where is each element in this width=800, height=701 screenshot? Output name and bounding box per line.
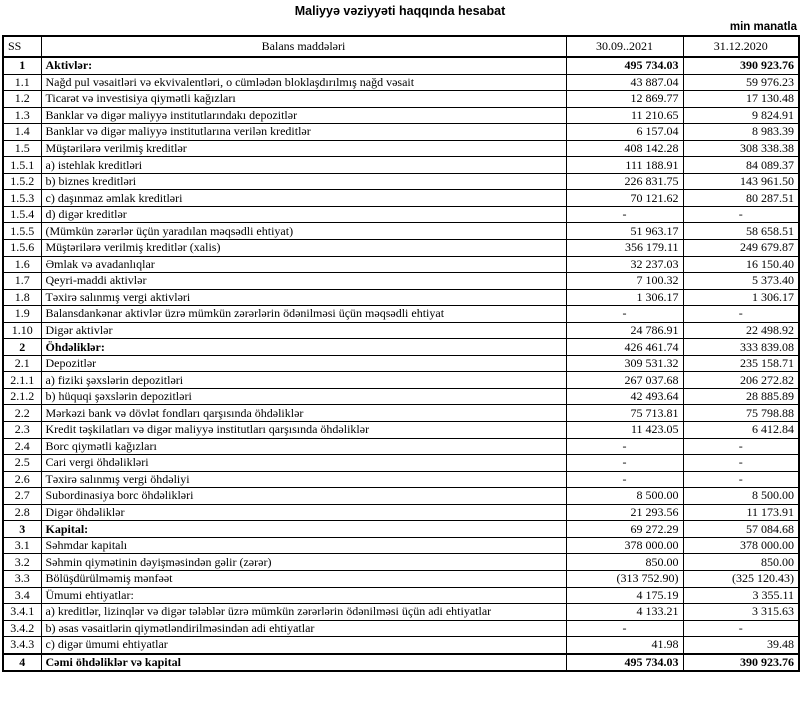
row-value-2021-cell: 6 157.04 [566, 124, 683, 141]
row-number-cell: 3.4 [3, 587, 41, 604]
row-label-cell: Müştərilərə verilmiş kreditlər [41, 140, 566, 157]
row-value-2021-cell: - [566, 471, 683, 488]
row-value-2020-cell: 9 824.91 [683, 107, 799, 124]
header-row [3, 36, 799, 57]
table-row [3, 554, 799, 571]
row-label-cell: Qeyri-maddi aktivlər [41, 273, 566, 290]
row-value-2021-cell: - [566, 620, 683, 637]
table-row [3, 654, 799, 672]
table-row [3, 537, 799, 554]
row-value-2021-cell: 51 963.17 [566, 223, 683, 240]
row-value-2020-cell: 333 839.08 [683, 339, 799, 356]
row-value-2021-cell: 1 306.17 [566, 289, 683, 306]
row-label-cell: Təxirə salınmış vergi aktivləri [41, 289, 566, 306]
row-label-cell: Borc qiymətli kağızları [41, 438, 566, 455]
row-number-cell: 1.5.1 [3, 157, 41, 174]
table-row [3, 604, 799, 621]
row-label-cell: Banklar və digər maliyyə institutlarına verilən kreditlər [41, 124, 566, 141]
row-value-2020-cell: 8 500.00 [683, 488, 799, 505]
row-label-cell: Depozitlər [41, 355, 566, 372]
row-number-cell: 1.8 [3, 289, 41, 306]
row-number-cell: 2.7 [3, 488, 41, 505]
table-row [3, 57, 799, 74]
row-label-cell: Bölüşdürülməmiş mənfəət [41, 570, 566, 587]
row-value-2021-cell: 8 500.00 [566, 488, 683, 505]
table-row [3, 107, 799, 124]
row-value-2021-cell: 426 461.74 [566, 339, 683, 356]
row-label-cell: Öhdəliklər: [41, 339, 566, 356]
row-value-2020-cell: 59 976.23 [683, 74, 799, 91]
row-value-2020-cell: (325 120.43) [683, 570, 799, 587]
row-number-cell: 2.2 [3, 405, 41, 422]
row-label-cell: a) fiziki şəxslərin depozitləri [41, 372, 566, 389]
row-value-2021-cell: 378 000.00 [566, 537, 683, 554]
row-label-cell: c) daşınmaz əmlak kreditləri [41, 190, 566, 207]
row-label-cell: b) biznes kreditləri [41, 173, 566, 190]
row-value-2020-cell: 57 084.68 [683, 521, 799, 538]
row-number-cell: 2.3 [3, 422, 41, 439]
row-value-2021-cell: 69 272.29 [566, 521, 683, 538]
row-value-2020-cell: 6 412.84 [683, 422, 799, 439]
row-number-cell: 2.1.1 [3, 372, 41, 389]
table-row [3, 157, 799, 174]
row-value-2021-cell: 11 423.05 [566, 422, 683, 439]
row-value-2020-cell: 390 923.76 [683, 654, 799, 672]
row-value-2020-cell: 206 272.82 [683, 372, 799, 389]
row-label-cell: Subordinasiya borc öhdəlikləri [41, 488, 566, 505]
row-number-cell: 2.4 [3, 438, 41, 455]
table-row [3, 405, 799, 422]
row-number-cell: 3.1 [3, 537, 41, 554]
row-label-cell: c) digər ümumi ehtiyatlar [41, 637, 566, 654]
row-value-2021-cell: 309 531.32 [566, 355, 683, 372]
table-row [3, 504, 799, 521]
row-number-cell: 3.2 [3, 554, 41, 571]
row-number-cell: 1.5.5 [3, 223, 41, 240]
table-row [3, 173, 799, 190]
row-value-2020-cell: 22 498.92 [683, 322, 799, 339]
table-header [3, 36, 799, 57]
row-label-cell: b) hüquqi şəxslərin depozitləri [41, 388, 566, 405]
table-row [3, 355, 799, 372]
row-number-cell: 1.5.3 [3, 190, 41, 207]
row-number-cell: 2.1.2 [3, 388, 41, 405]
row-number-cell: 1.3 [3, 107, 41, 124]
row-number-cell: 1.5 [3, 140, 41, 157]
row-value-2021-cell: 12 869.77 [566, 91, 683, 108]
row-label-cell: Kredit təşkilatları və digər maliyyə institutları qarşısında öhdəliklər [41, 422, 566, 439]
row-value-2020-cell: 378 000.00 [683, 537, 799, 554]
row-value-2021-cell: 495 734.03 [566, 654, 683, 672]
row-label-cell: Balansdankənar aktivlər üzrə mümkün zərərlərin ödənilməsi üçün məqsədli ehtiyat [41, 306, 566, 323]
table-row [3, 322, 799, 339]
row-number-cell: 2.8 [3, 504, 41, 521]
row-label-cell: Nağd pul vəsaitləri və ekvivalentləri, o cümlədən bloklaşdırılmış nağd vəsait [41, 74, 566, 91]
row-value-2021-cell: 495 734.03 [566, 57, 683, 74]
row-value-2020-cell: - [683, 471, 799, 488]
row-value-2020-cell: 11 173.91 [683, 504, 799, 521]
header-period-2021: 30.09..2021 [566, 36, 683, 57]
row-value-2020-cell: 1 306.17 [683, 289, 799, 306]
row-number-cell: 1.7 [3, 273, 41, 290]
row-value-2021-cell: 75 713.81 [566, 405, 683, 422]
row-value-2021-cell: 70 121.62 [566, 190, 683, 207]
row-value-2020-cell: 3 355.11 [683, 587, 799, 604]
row-value-2021-cell: 267 037.68 [566, 372, 683, 389]
row-value-2020-cell: - [683, 206, 799, 223]
row-label-cell: a) kreditlər, lizinqlər və digər tələblər üzrə mümkün zərərlərin ödənilməsi üçün adi ehtiyatlar [41, 604, 566, 621]
row-value-2021-cell: 408 142.28 [566, 140, 683, 157]
row-value-2021-cell: 11 210.65 [566, 107, 683, 124]
row-value-2020-cell: 308 338.38 [683, 140, 799, 157]
row-label-cell: Əmlak və avadanlıqlar [41, 256, 566, 273]
table-row [3, 438, 799, 455]
row-number-cell: 1.1 [3, 74, 41, 91]
row-value-2020-cell: 249 679.87 [683, 240, 799, 257]
row-value-2020-cell: 850.00 [683, 554, 799, 571]
row-number-cell: 3 [3, 521, 41, 538]
row-number-cell: 3.4.3 [3, 637, 41, 654]
unit-note: min manatla [729, 21, 797, 33]
table-row [3, 256, 799, 273]
row-value-2020-cell: 28 885.89 [683, 388, 799, 405]
row-value-2021-cell: 24 786.91 [566, 322, 683, 339]
row-value-2020-cell: - [683, 438, 799, 455]
row-value-2020-cell: 390 923.76 [683, 57, 799, 74]
row-number-cell: 1.5.6 [3, 240, 41, 257]
table-row [3, 91, 799, 108]
row-label-cell: Cəmi öhdəliklər və kapital [41, 654, 566, 672]
row-label-cell: Aktivlər: [41, 57, 566, 74]
row-number-cell: 2.6 [3, 471, 41, 488]
row-value-2021-cell: 850.00 [566, 554, 683, 571]
row-value-2020-cell: 3 315.63 [683, 604, 799, 621]
table-row [3, 637, 799, 654]
row-number-cell: 1.6 [3, 256, 41, 273]
row-value-2021-cell: 41.98 [566, 637, 683, 654]
table-row [3, 240, 799, 257]
row-value-2021-cell: 42 493.64 [566, 388, 683, 405]
table-row [3, 339, 799, 356]
row-label-cell: Ticarət və investisiya qiymətli kağızları [41, 91, 566, 108]
table-row [3, 124, 799, 141]
row-value-2021-cell: 32 237.03 [566, 256, 683, 273]
row-number-cell: 3.3 [3, 570, 41, 587]
row-value-2021-cell: (313 752.90) [566, 570, 683, 587]
row-value-2020-cell: 58 658.51 [683, 223, 799, 240]
row-number-cell: 1.10 [3, 322, 41, 339]
row-value-2020-cell: 5 373.40 [683, 273, 799, 290]
row-number-cell: 1.5.2 [3, 173, 41, 190]
row-value-2021-cell: - [566, 306, 683, 323]
row-value-2020-cell: 235 158.71 [683, 355, 799, 372]
row-label-cell: Səhmdar kapitalı [41, 537, 566, 554]
row-number-cell: 3.4.2 [3, 620, 41, 637]
row-number-cell: 1.2 [3, 91, 41, 108]
table-row [3, 488, 799, 505]
row-label-cell: Digər aktivlər [41, 322, 566, 339]
row-number-cell: 2.5 [3, 455, 41, 472]
balance-table-body [3, 57, 799, 671]
table-row [3, 190, 799, 207]
row-label-cell: (Mümkün zərərlər üçün yaradılan məqsədli ehtiyat) [41, 223, 566, 240]
row-value-2020-cell: 80 287.51 [683, 190, 799, 207]
table-row [3, 206, 799, 223]
table-row [3, 388, 799, 405]
row-label-cell: Təxirə salınmış vergi öhdəliyi [41, 471, 566, 488]
header-period-2020: 31.12.2020 [683, 36, 799, 57]
row-value-2020-cell: - [683, 455, 799, 472]
row-value-2020-cell: - [683, 620, 799, 637]
header-ss: SS [3, 36, 41, 57]
row-value-2021-cell: - [566, 455, 683, 472]
row-label-cell: Müştərilərə verilmiş kreditlər (xalis) [41, 240, 566, 257]
row-label-cell: Digər öhdəliklər [41, 504, 566, 521]
row-value-2021-cell: 7 100.32 [566, 273, 683, 290]
row-value-2020-cell: 75 798.88 [683, 405, 799, 422]
row-number-cell: 2.1 [3, 355, 41, 372]
page-title: Maliyyə vəziyyəti haqqında hesabat [294, 4, 506, 18]
row-label-cell: a) istehlak kreditləri [41, 157, 566, 174]
row-value-2021-cell: - [566, 438, 683, 455]
table-row [3, 74, 799, 91]
row-number-cell: 1.9 [3, 306, 41, 323]
table-row [3, 587, 799, 604]
table-row [3, 570, 799, 587]
row-label-cell: d) digər kreditlər [41, 206, 566, 223]
table-row [3, 223, 799, 240]
row-value-2020-cell: 17 130.48 [683, 91, 799, 108]
row-number-cell: 4 [3, 654, 41, 672]
row-number-cell: 3.4.1 [3, 604, 41, 621]
row-value-2020-cell: 16 150.40 [683, 256, 799, 273]
table-row [3, 521, 799, 538]
row-value-2021-cell: 43 887.04 [566, 74, 683, 91]
row-label-cell: Kapital: [41, 521, 566, 538]
table-row [3, 289, 799, 306]
table-row [3, 372, 799, 389]
row-value-2021-cell: 111 188.91 [566, 157, 683, 174]
row-label-cell: Cari vergi öhdəlikləri [41, 455, 566, 472]
balance-sheet-table [2, 35, 800, 672]
row-value-2020-cell: 84 089.37 [683, 157, 799, 174]
row-value-2020-cell: - [683, 306, 799, 323]
header-balance-items: Balans maddələri [41, 36, 566, 57]
row-value-2021-cell: 356 179.11 [566, 240, 683, 257]
row-value-2021-cell: 21 293.56 [566, 504, 683, 521]
row-number-cell: 1 [3, 57, 41, 74]
row-label-cell: Səhmin qiymətinin dəyişməsindən gəlir (zərər) [41, 554, 566, 571]
row-value-2021-cell: 226 831.75 [566, 173, 683, 190]
row-label-cell: Banklar və digər maliyyə institutlarındakı depozitlər [41, 107, 566, 124]
table-row [3, 455, 799, 472]
row-value-2020-cell: 143 961.50 [683, 173, 799, 190]
table-row [3, 140, 799, 157]
row-value-2021-cell: 4 133.21 [566, 604, 683, 621]
table-row [3, 306, 799, 323]
row-label-cell: b) əsas vəsaitlərin qiymətləndirilməsindən adi ehtiyatlar [41, 620, 566, 637]
row-value-2020-cell: 39.48 [683, 637, 799, 654]
table-row [3, 273, 799, 290]
row-label-cell: Ümumi ehtiyatlar: [41, 587, 566, 604]
row-number-cell: 2 [3, 339, 41, 356]
table-row [3, 422, 799, 439]
table-row [3, 471, 799, 488]
row-label-cell: Mərkəzi bank və dövlət fondları qarşısında öhdəliklər [41, 405, 566, 422]
row-number-cell: 1.4 [3, 124, 41, 141]
row-value-2021-cell: - [566, 206, 683, 223]
row-number-cell: 1.5.4 [3, 206, 41, 223]
row-value-2021-cell: 4 175.19 [566, 587, 683, 604]
row-value-2020-cell: 8 983.39 [683, 124, 799, 141]
table-row [3, 620, 799, 637]
